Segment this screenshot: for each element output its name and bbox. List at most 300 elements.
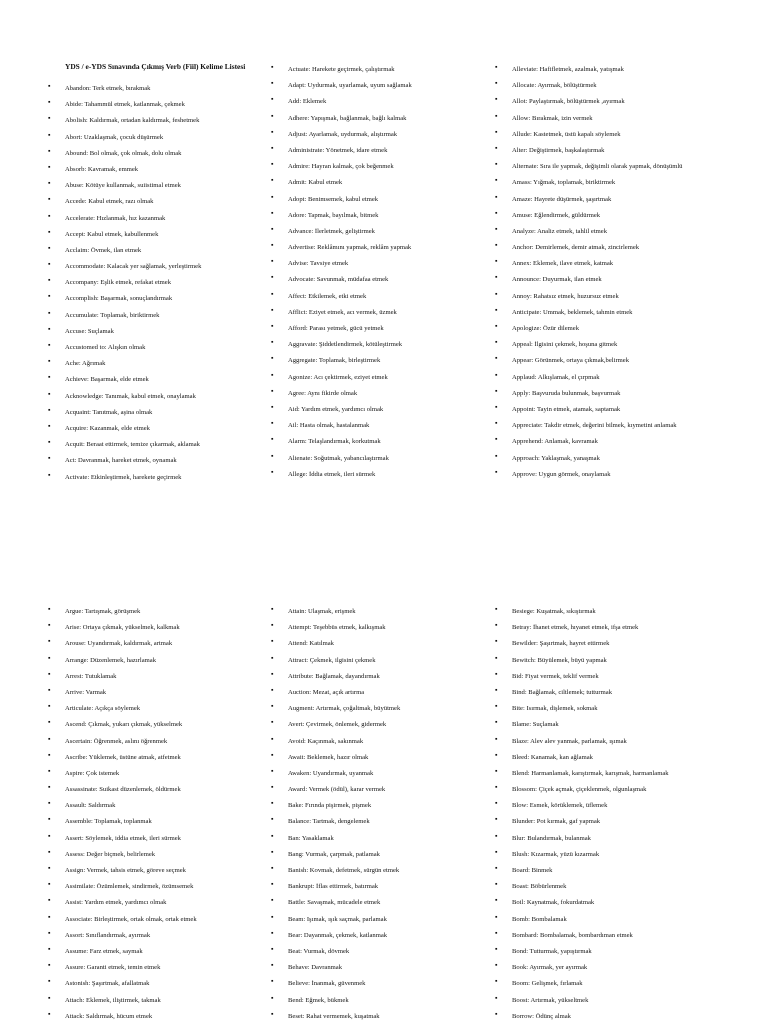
list-item [48, 977, 197, 995]
bullet-icon: ▪ [48, 669, 51, 678]
list-item [271, 338, 412, 356]
list-item-text: Assemble: Toplamak, toplanmak [65, 818, 152, 826]
list-item [495, 402, 682, 421]
bullet-icon: ▪ [48, 341, 51, 349]
bullet-icon: ▪ [48, 944, 51, 953]
bullet-icon: ▪ [48, 1009, 51, 1018]
list-item-text: Amuse: Eğlendirmek, güldürmek [512, 211, 601, 219]
list-item-text: Bleed: Kanamak, kan ağlamak [512, 753, 593, 761]
bullet-icon: ▪ [271, 702, 274, 711]
list-item [48, 98, 201, 116]
list-item [48, 637, 197, 655]
list-item [48, 896, 197, 914]
list-item-text: Anticipate: Ummak, beklemek, tahmin etmek [512, 308, 633, 316]
word-list-column-5 [271, 605, 401, 1028]
list-item-text: Augment: Artırmak, çoğaltmak, büyütmek [288, 705, 401, 713]
list-item-text: Argue: Tartışmak, görüşmek [65, 608, 141, 615]
list-item-text: Ascend: Çıkmak, yukarı çıkmak, yükselmek [65, 721, 183, 729]
bullet-icon: ▪ [495, 637, 498, 646]
list-item [48, 783, 197, 801]
bullet-icon: ▪ [48, 130, 51, 139]
bullet-icon: ▪ [48, 896, 51, 905]
bullet-icon: ▪ [271, 750, 274, 759]
bullet-icon: ▪ [495, 685, 498, 694]
list-item [271, 944, 400, 963]
list-item-text: Applaud: Alkışlamak, el çırpmak [512, 373, 600, 381]
list-item-text: Await: Beklemek, hazır olmak [288, 753, 369, 761]
bullet-icon: ▪ [271, 1009, 274, 1018]
bullet-icon: ▪ [48, 454, 51, 463]
bullet-icon: ▪ [495, 354, 498, 363]
bullet-icon: ▪ [495, 653, 498, 662]
bullet-icon: ▪ [48, 912, 51, 921]
bullet-icon: ▪ [271, 451, 274, 460]
list-item-text: Affect: Etkilemek, etki etmek [288, 292, 367, 300]
list-item [271, 467, 412, 486]
list-item [271, 192, 412, 211]
bullet-icon: ▪ [495, 143, 498, 152]
list-item [48, 276, 201, 294]
list-item-text: Accumulate: Toplamak, biriktirmek [65, 311, 160, 319]
list-item [271, 111, 412, 130]
bullet-icon: ▪ [48, 928, 51, 937]
list-item [271, 224, 412, 243]
list-item [48, 373, 201, 391]
bullet-icon: ▪ [495, 257, 498, 266]
list-item-text: Appoint: Tayin etmek, atamak, saptamak [512, 405, 621, 413]
list-item [495, 653, 669, 672]
list-item-text: Ascertain: Öğrenmek, aslını öğrenmek [65, 737, 168, 745]
bullet-icon: ▪ [271, 176, 274, 185]
list-item [271, 847, 400, 866]
list-item [48, 621, 197, 639]
list-item-text: Allude: Kastetmek, üstü kapalı söylemek [512, 130, 621, 138]
list-item [48, 130, 201, 149]
list-item-text: Ascribe: Yüklemek, üstüne atmak, atfetmek [65, 753, 181, 761]
bullet-icon: ▪ [271, 419, 274, 428]
list-item [271, 669, 400, 688]
list-item-text: Behave: Davranmak [288, 964, 343, 972]
list-item [271, 653, 400, 672]
list-item-text: Actuate: Harekete geçirmek, çalıştırmak [288, 66, 395, 73]
list-item [271, 370, 412, 389]
list-item-text: Blow: Esmek, körüklemek, üflemek [512, 802, 608, 810]
list-item-text: Bewitch: Büyülemek, büyü yapmak [512, 656, 607, 664]
list-item [495, 467, 682, 486]
bullet-icon: ▪ [495, 451, 498, 460]
list-item-text: Bewilder: Şaşırtmak, hayret ettirmek [512, 640, 610, 648]
bullet-icon: ▪ [495, 912, 498, 921]
list-item-text: Associate: Birleştirmek, ortak olmak, ortak etmek [65, 915, 197, 923]
list-item [271, 734, 400, 753]
list-item [495, 977, 669, 995]
bullet-icon: ▪ [495, 961, 498, 970]
list-item [48, 308, 201, 327]
bullet-icon: ▪ [495, 944, 498, 953]
bullet-icon: ▪ [48, 243, 51, 252]
list-item-text: Blame: Suçlamak [512, 721, 559, 729]
bullet-icon: ▪ [271, 208, 274, 217]
list-item-text: Annex: Eklemek, ilave etmek, katmak [512, 260, 614, 268]
list-item-text: Add: Eklemek [288, 98, 327, 106]
list-item [495, 783, 669, 801]
bullet-icon: ▪ [495, 880, 498, 889]
list-item [48, 653, 197, 672]
list-item-text: Balance: Tartmak, dengelemek [288, 818, 370, 826]
word-list-column-2 [271, 63, 412, 486]
list-item [495, 451, 682, 470]
bullet-icon: ▪ [495, 847, 498, 856]
list-item [48, 162, 201, 181]
list-item-text: Assume: Farz etmek, saymak [65, 947, 143, 955]
list-item-text: Alternate: Sıra ile yapmak, değişimli olarak yapmak, dönüşümlü [512, 163, 683, 171]
bullet-icon: ▪ [271, 653, 274, 662]
list-item-text: Bite: Isırmak, dişlemek, sokmak [512, 705, 598, 713]
list-item [495, 79, 682, 97]
list-item-text: Arrange: Düzenlemek, hazırlamak [65, 656, 156, 664]
bullet-icon: ▪ [271, 605, 274, 613]
list-item [495, 896, 669, 914]
list-item-text: Accuse: Suçlamak [65, 327, 114, 335]
list-item-text: Amaze: Hayrete düşürmek, şaşırtmak [512, 195, 612, 203]
list-item [495, 637, 669, 655]
list-item [48, 324, 201, 343]
bullet-icon: ▪ [271, 111, 274, 120]
list-item [495, 224, 682, 243]
list-item-text: Besiege: Kuşatmak, sıkıştırmak [512, 608, 596, 615]
list-item [48, 114, 201, 132]
list-item [495, 354, 682, 372]
list-item [271, 386, 412, 405]
bullet-icon: ▪ [495, 702, 498, 711]
bullet-icon: ▪ [271, 160, 274, 169]
bullet-icon: ▪ [48, 734, 51, 743]
list-item-text: Avert: Çevirmek, önlemek, gidermek [288, 721, 387, 729]
list-item-text: Bear: Dayanmak, çekmek, katlanmak [288, 931, 388, 939]
list-item-text: Banish: Kovmak, defetmek, sürgün etmek [288, 867, 400, 874]
bullet-icon: ▪ [495, 402, 498, 411]
list-item [495, 435, 682, 453]
list-item-text: Aspire: Çok istemek [65, 769, 120, 777]
list-item-text: Abandon: Terk etmek, bırakmak [65, 85, 151, 92]
list-item [495, 993, 669, 1012]
bullet-icon: ▪ [48, 605, 51, 613]
list-item [48, 815, 197, 833]
bullet-icon: ▪ [48, 961, 51, 970]
list-item-text: Blend: Harmanlamak, karıştırmak, karışmak, harmanlamak [512, 769, 669, 777]
bullet-icon: ▪ [495, 766, 498, 775]
list-item-text: Admit: Kabul etmek [288, 179, 343, 187]
bullet-icon: ▪ [271, 912, 274, 921]
list-item-text: Attend: Katılmak [288, 640, 334, 648]
list-item-text: Assign: Vermek, tahsis etmek, göreve seçmek [65, 867, 186, 874]
bullet-icon: ▪ [271, 192, 274, 201]
list-item [495, 338, 682, 356]
bullet-icon: ▪ [271, 637, 274, 646]
list-item [495, 305, 682, 324]
list-item-text: Arise: Ortaya çıkmak, yükselmek, kalkmak [65, 624, 180, 632]
list-item-text: Appeal: İlgisini çekmek, hoşuna gitmek [512, 341, 618, 349]
list-item [271, 750, 400, 769]
bullet-icon: ▪ [271, 257, 274, 266]
bullet-icon: ▪ [271, 815, 274, 824]
list-item-text: Ache: Ağrımak [65, 360, 106, 368]
list-item [271, 160, 412, 178]
list-item-text: Agonize: Acı çektirmek, eziyet etmek [288, 373, 388, 381]
bullet-icon: ▪ [271, 993, 274, 1002]
list-item [495, 1009, 669, 1028]
list-item [271, 95, 412, 113]
bullet-icon: ▪ [495, 192, 498, 201]
bullet-icon: ▪ [271, 928, 274, 937]
bullet-icon: ▪ [48, 783, 51, 792]
list-item [48, 685, 197, 704]
bullet-icon: ▪ [271, 435, 274, 444]
bullet-icon: ▪ [48, 702, 51, 711]
list-item [495, 750, 669, 769]
list-item-text: Advise: Tavsiye etmek [288, 260, 349, 268]
bullet-icon: ▪ [271, 143, 274, 152]
bullet-icon: ▪ [271, 783, 274, 792]
list-item [271, 766, 400, 785]
list-item [495, 257, 682, 275]
bullet-icon: ▪ [48, 653, 51, 662]
list-item [48, 912, 197, 931]
list-item-text: Bind: Bağlamak, ciltlemek; tutturmak [512, 688, 612, 696]
list-item [48, 421, 201, 440]
list-item-text: Aid: Yardım etmek, yardımcı olmak [288, 405, 384, 413]
list-item [48, 718, 197, 736]
list-item [271, 880, 400, 898]
bullet-icon: ▪ [271, 354, 274, 363]
bullet-icon: ▪ [271, 944, 274, 953]
bullet-icon: ▪ [271, 241, 274, 250]
list-item [495, 702, 669, 720]
list-item-text: Attribute: Bağlamak, dayandırmak [288, 672, 380, 680]
list-item [495, 419, 682, 437]
bullet-icon: ▪ [48, 82, 51, 90]
bullet-icon: ▪ [48, 324, 51, 333]
list-item [495, 160, 683, 178]
list-item-text: Ail: Hasta olmak, hastalanmak [288, 422, 370, 430]
list-item-text: Advertise: Reklâmını yapmak, reklâm yapmak [288, 244, 412, 252]
list-item [48, 438, 201, 456]
list-item-text: Boil: Kaynatmak, fokurdatmak [512, 899, 595, 907]
list-item-text: Battle: Savaşmak, mücadele etmek [288, 899, 381, 907]
list-item [48, 470, 201, 489]
list-item-text: Auction: Mezat, açık artırma [288, 688, 365, 696]
bullet-icon: ▪ [271, 685, 274, 694]
bullet-icon: ▪ [48, 405, 51, 414]
bullet-icon: ▪ [495, 1009, 498, 1018]
bullet-icon: ▪ [48, 162, 51, 171]
list-item-text: Articulate: Açıkça söylemek [65, 705, 141, 713]
list-item-text: Blossom: Çiçek açmak, çiçeklenmek, olgunlaşmak [512, 786, 647, 794]
list-item-text: Bankrupt: İflas ettirmek, batırmak [288, 883, 379, 891]
bullet-icon: ▪ [495, 386, 498, 395]
list-item-text: Alter: Değiştirmek, başkalaştırmak [512, 146, 605, 154]
list-item-text: Act: Davranmak, hareket etmek, oynamak [65, 457, 177, 465]
list-item [271, 273, 412, 291]
bullet-icon: ▪ [271, 63, 274, 71]
bullet-icon: ▪ [271, 977, 274, 986]
list-item [495, 143, 682, 162]
bullet-icon: ▪ [271, 386, 274, 395]
bullet-icon: ▪ [48, 373, 51, 382]
list-item [48, 179, 201, 197]
list-item-text: Advocate: Savunmak, müdafaa etmek [288, 276, 389, 284]
list-item [48, 405, 201, 424]
list-item [495, 127, 682, 146]
bullet-icon: ▪ [495, 815, 498, 824]
list-item [48, 993, 197, 1012]
list-item-text: Admire: Hayran kalmak, çok beğenmek [288, 163, 394, 171]
list-item [48, 944, 197, 963]
list-item-text: Aggravate: Şiddetlendirmek, kötüleştirmek [288, 341, 403, 349]
list-item [271, 864, 400, 882]
bullet-icon: ▪ [495, 79, 498, 88]
list-item [495, 63, 682, 81]
list-item [271, 79, 412, 97]
bullet-icon: ▪ [48, 260, 51, 269]
page-title: YDS / e-YDS Sınavında Çıkmış Verb (Fiil) Kelime Listesi [65, 62, 246, 71]
list-item-text: Board: Binmek [512, 867, 553, 874]
list-item [495, 621, 669, 639]
bullet-icon: ▪ [48, 211, 51, 220]
word-list-column-6 [495, 605, 669, 1028]
list-item [271, 702, 401, 720]
bullet-icon: ▪ [48, 685, 51, 694]
bullet-icon: ▪ [495, 669, 498, 678]
list-item [271, 63, 412, 81]
list-item [271, 685, 400, 704]
list-item-text: Avoid: Kaçınmak, sakınmak [288, 737, 364, 745]
list-item [495, 766, 669, 785]
bullet-icon: ▪ [495, 241, 498, 250]
bullet-icon: ▪ [495, 273, 498, 282]
bullet-icon: ▪ [48, 815, 51, 824]
list-item-text: Abide: Tahammül etmek, katlanmak, çekmek [65, 101, 185, 109]
list-item-text: Abort: Uzaklaşmak, çocuk düşürmek [65, 133, 164, 141]
list-item-text: Acclaim: Övmek, ilan etmek [65, 246, 142, 254]
list-item-text: Bend: Eğmek, bükmek [288, 996, 349, 1004]
bullet-icon: ▪ [495, 993, 498, 1002]
list-item-text: Administrate: Yönetmek, idare etmek [288, 146, 388, 154]
list-item-text: Anchor: Demirlemek, demir atmak, zincirlemek [512, 244, 640, 252]
list-item [271, 451, 412, 470]
list-item [48, 292, 201, 310]
list-item [495, 192, 682, 211]
list-item [271, 143, 412, 162]
bullet-icon: ▪ [48, 880, 51, 889]
bullet-icon: ▪ [271, 864, 274, 872]
bullet-icon: ▪ [271, 799, 274, 808]
list-item-text: Appear: Görünmek, ortaya çıkmak,belirmek [512, 357, 629, 365]
list-item-text: Allow: Bırakmak, izin vermek [512, 114, 593, 122]
list-item-text: Borrow: Ödünç almak [512, 1012, 571, 1020]
list-item [271, 435, 412, 453]
list-item [271, 799, 400, 817]
bullet-icon: ▪ [495, 160, 498, 169]
list-item-text: Bake: Fırında pişirmek, pişmek [288, 802, 372, 810]
bullet-icon: ▪ [495, 208, 498, 217]
list-item-text: Apprehend: Anlamak, kavramak [512, 438, 598, 446]
list-item-text: Annoy: Rahatsız etmek, huzursuz etmek [512, 292, 619, 300]
list-item-text: Attack: Saldırmak, hücum etmek [65, 1012, 153, 1020]
list-item-text: Agree: Aynı fikirde olmak [288, 389, 358, 397]
bullet-icon: ▪ [48, 195, 51, 204]
list-item [271, 127, 412, 146]
bullet-icon: ▪ [48, 227, 51, 236]
list-item [48, 864, 197, 882]
list-item-text: Assert: Söylemek, iddia etmek, ileri sürmek [65, 834, 181, 842]
list-item [48, 847, 197, 866]
list-item [495, 718, 669, 736]
bullet-icon: ▪ [48, 831, 51, 840]
list-item-text: Beat: Vurmak, dövmek [288, 947, 350, 955]
list-item-text: Accommodate: Kalacak yer sağlamak, yerleştirmek [65, 263, 202, 271]
list-item [48, 227, 201, 246]
bullet-icon: ▪ [495, 605, 498, 613]
list-item-text: Ban: Yasaklamak [288, 834, 334, 842]
list-item-text: Accelerate: Hızlanmak, hız kazanmak [65, 214, 166, 222]
bullet-icon: ▪ [271, 766, 274, 775]
list-item-text: Assess: Değer biçmek, belirlemek [65, 850, 156, 858]
list-item [271, 1009, 400, 1028]
list-item [271, 621, 400, 639]
bullet-icon: ▪ [271, 338, 274, 347]
bullet-icon: ▪ [271, 831, 274, 840]
list-item [271, 289, 412, 308]
bullet-icon: ▪ [271, 880, 274, 889]
list-item [48, 702, 197, 720]
list-item [48, 669, 197, 688]
list-item [495, 944, 669, 963]
bullet-icon: ▪ [495, 928, 498, 937]
list-item-text: Astonish: Şaşırtmak, afallatmak [65, 980, 150, 988]
bullet-icon: ▪ [495, 467, 498, 476]
list-item-text: Activate: Etkinleştirmek, harekete geçirmek [65, 473, 182, 481]
list-item-text: Boost: Artırmak, yükseltmek [512, 996, 589, 1004]
list-item-text: Alarm: Telaşlandırmak, korkutmak [288, 438, 381, 446]
bullet-icon: ▪ [495, 896, 498, 905]
bullet-icon: ▪ [48, 421, 51, 430]
list-item-text: Abound: Bol olmak, çok olmak, dolu olmak [65, 149, 182, 157]
bullet-icon: ▪ [495, 977, 498, 986]
list-item [48, 605, 197, 623]
bullet-icon: ▪ [495, 63, 498, 71]
bullet-icon: ▪ [271, 370, 274, 379]
list-item-text: Accept: Kabul etmek, kabullenmek [65, 230, 159, 238]
bullet-icon: ▪ [495, 289, 498, 298]
bullet-icon: ▪ [495, 305, 498, 314]
list-item [495, 176, 682, 194]
list-item [495, 273, 682, 291]
bullet-icon: ▪ [495, 419, 498, 428]
bullet-icon: ▪ [495, 127, 498, 136]
list-item [271, 605, 400, 623]
list-item-text: Acquaint: Tanıtmak, aşina olmak [65, 408, 153, 416]
list-item [495, 111, 682, 130]
list-item-text: Blunder: Pot kırmak, gaf yapmak [512, 818, 601, 826]
bullet-icon: ▪ [495, 750, 498, 759]
list-item [495, 864, 669, 882]
list-item [48, 260, 202, 278]
list-item-text: Accomplish: Başarmak, sonuçlandırmak [65, 295, 173, 303]
list-item-text: Assort: Sınıflandırmak, ayırmak [65, 931, 151, 939]
list-item [495, 928, 669, 947]
list-item-text: Bid: Fiyat vermek, teklif vermek [512, 672, 599, 680]
